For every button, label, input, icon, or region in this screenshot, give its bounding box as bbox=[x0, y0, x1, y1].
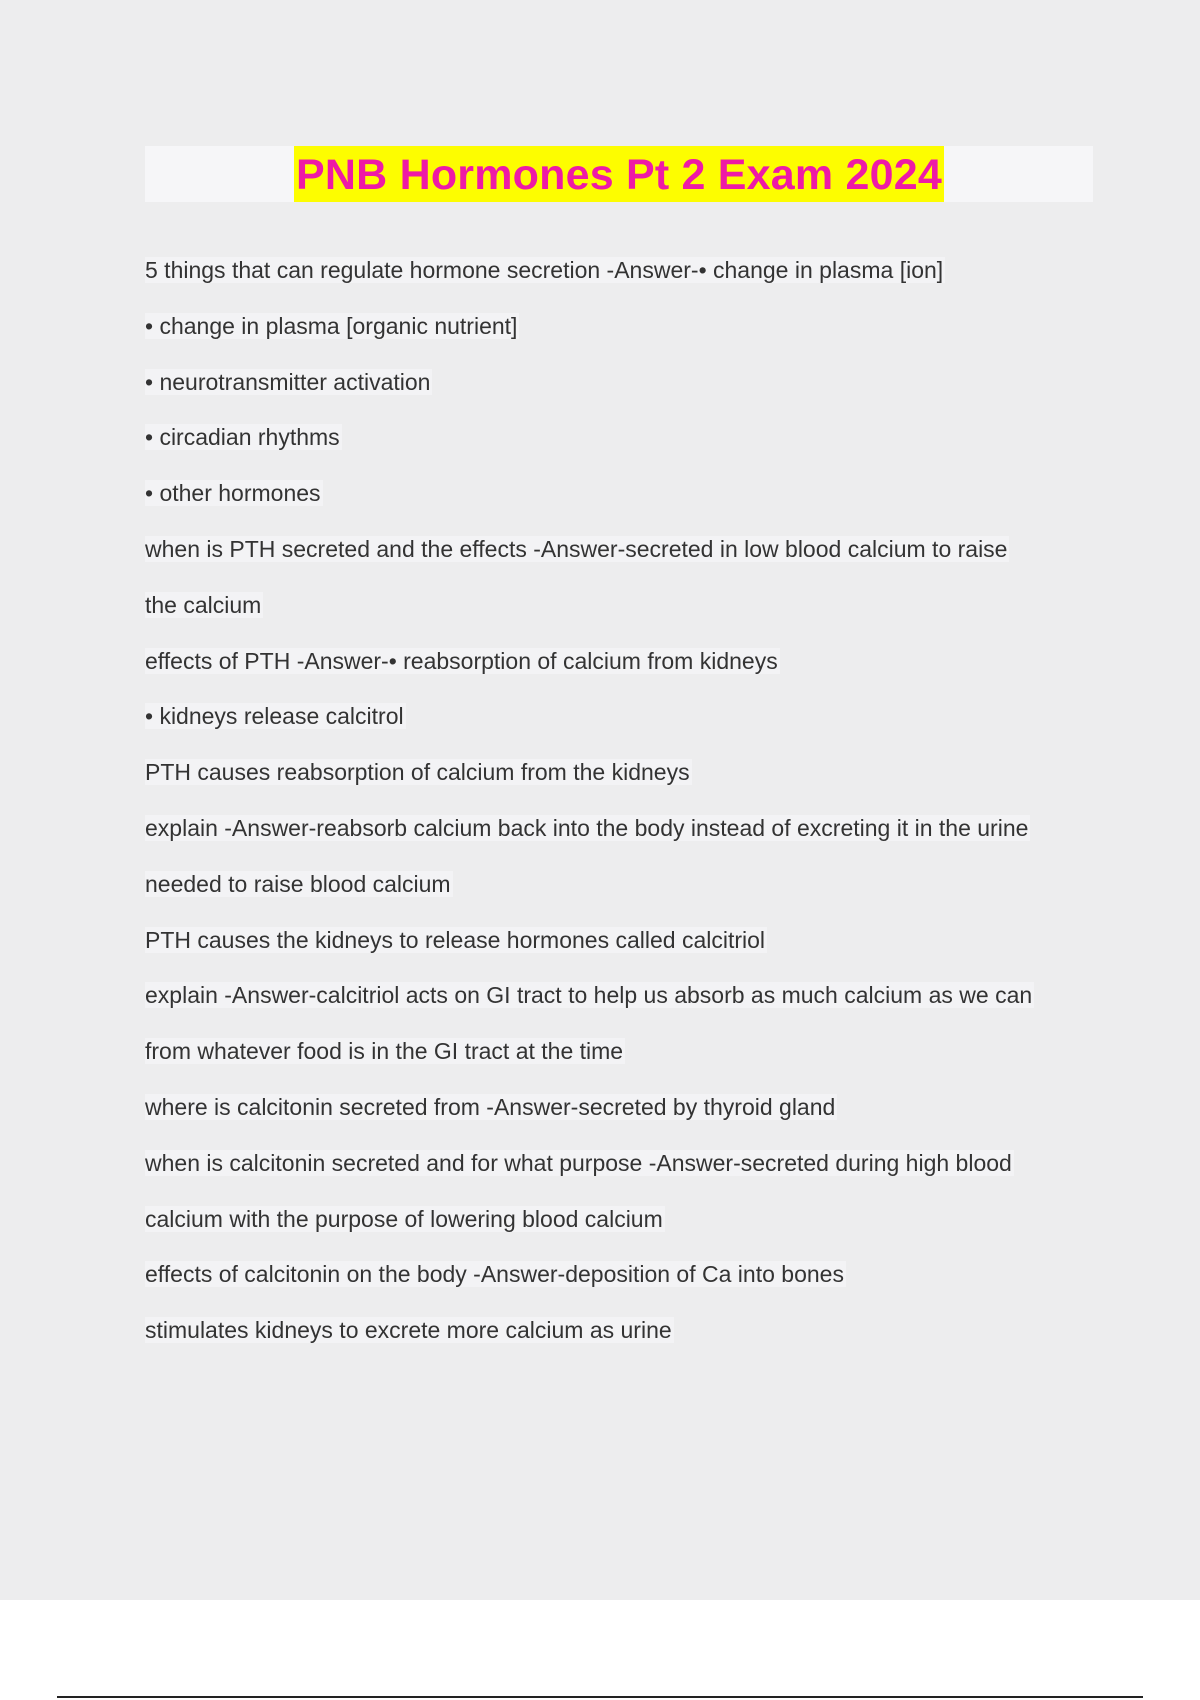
text-line-content: where is calcitonin secreted from -Answer-secreted by thyroid gland bbox=[145, 1093, 836, 1120]
text-line-content: • neurotransmitter activation bbox=[145, 368, 431, 395]
text-line-content: effects of PTH -Answer-• reabsorption of calcium from kidneys bbox=[145, 647, 778, 674]
document-title: PNB Hormones Pt 2 Exam 2024 bbox=[294, 146, 944, 202]
text-line bbox=[145, 1313, 1095, 1369]
text-line-content: effects of calcitonin on the body -Answer-deposition of Ca into bones bbox=[145, 1261, 844, 1288]
text-line-content: the calcium bbox=[145, 591, 262, 618]
text-line bbox=[145, 420, 1095, 476]
text-line bbox=[145, 1257, 1095, 1313]
text-line-content: stimulates kidneys to excrete more calcium as urine bbox=[145, 1317, 672, 1344]
text-line bbox=[145, 1034, 1095, 1090]
text-line-content: explain -Answer-calcitriol acts on GI tract to help us absorb as much calcium as we can bbox=[145, 982, 1033, 1009]
text-line-content: calcium with the purpose of lowering blood calcium bbox=[145, 1205, 663, 1232]
text-line bbox=[145, 1090, 1095, 1146]
text-line bbox=[145, 644, 1095, 700]
text-line-content: • circadian rhythms bbox=[145, 424, 340, 451]
text-line bbox=[145, 365, 1095, 421]
text-line bbox=[145, 253, 1095, 309]
text-line-content: from whatever food is in the GI tract at the time bbox=[145, 1038, 624, 1065]
text-line bbox=[145, 867, 1095, 923]
text-line bbox=[145, 811, 1095, 867]
text-line bbox=[145, 1146, 1095, 1202]
text-line-content: • other hormones bbox=[145, 480, 321, 507]
text-line bbox=[145, 978, 1095, 1034]
text-line-content: explain -Answer-reabsorb calcium back into the body instead of excreting it in the urine bbox=[145, 814, 1029, 841]
text-line bbox=[145, 588, 1095, 644]
text-line bbox=[145, 755, 1095, 811]
text-line bbox=[145, 309, 1095, 365]
text-line-content: PTH causes the kidneys to release hormones called calcitriol bbox=[145, 926, 766, 953]
text-line-content: 5 things that can regulate hormone secretion -Answer-• change in plasma [ion] bbox=[145, 257, 944, 283]
title-band bbox=[145, 146, 1093, 202]
text-line-content: when is calcitonin secreted and for what purpose -Answer-secreted during high blood bbox=[145, 1149, 1012, 1176]
text-line bbox=[145, 923, 1095, 979]
text-line bbox=[145, 699, 1095, 755]
text-line bbox=[145, 476, 1095, 532]
text-line-content: needed to raise blood calcium bbox=[145, 870, 451, 897]
text-line-content: when is PTH secreted and the effects -Answer-secreted in low blood calcium to raise bbox=[145, 535, 1008, 562]
document-body bbox=[145, 253, 1095, 1369]
text-line-content: PTH causes reabsorption of calcium from the kidneys bbox=[145, 759, 690, 786]
text-line bbox=[145, 1202, 1095, 1258]
text-line bbox=[145, 532, 1095, 588]
footer-divider bbox=[57, 1696, 1143, 1698]
text-line-content: • kidneys release calcitrol bbox=[145, 703, 404, 730]
text-line-content: • change in plasma [organic nutrient] bbox=[145, 312, 518, 339]
